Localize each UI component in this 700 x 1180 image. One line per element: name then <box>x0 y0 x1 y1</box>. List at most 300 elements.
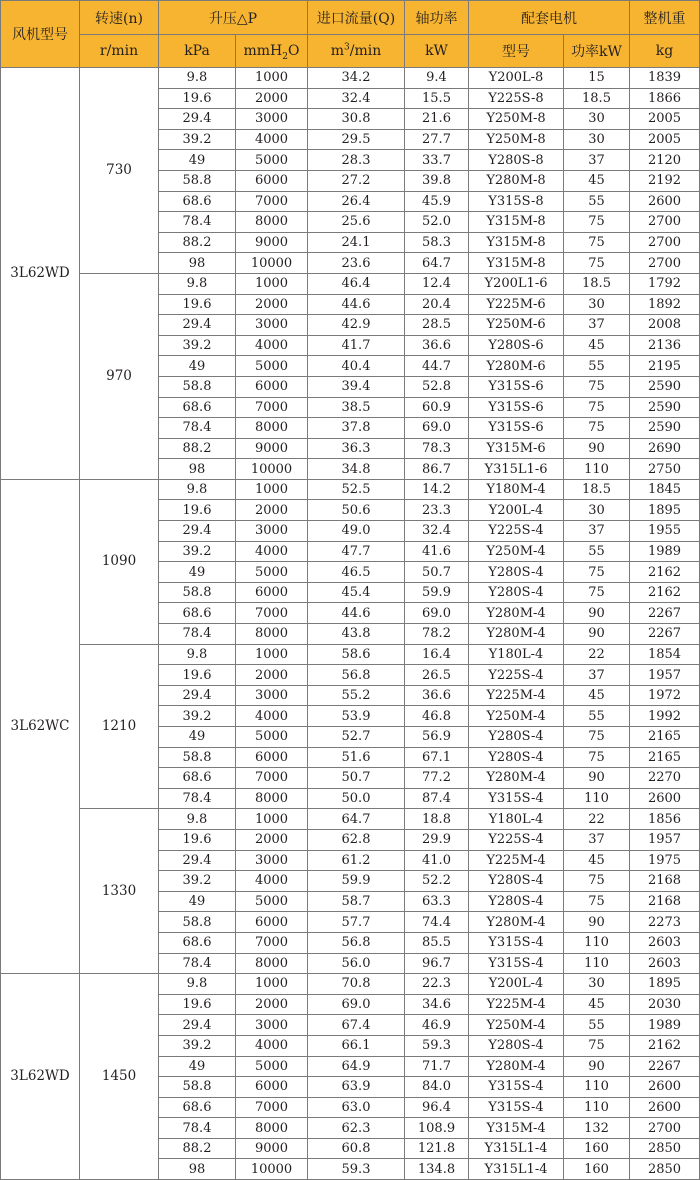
pressure-mmh2o-cell: 5000 <box>236 150 308 171</box>
flow-cell: 59.9 <box>308 871 405 892</box>
motor-type-cell: Y280S-4 <box>469 1035 564 1056</box>
pressure-kpa-cell: 49 <box>159 150 236 171</box>
weight-cell: 2270 <box>630 768 700 789</box>
motor-type-cell: Y280M-6 <box>469 356 564 377</box>
header-weight: 整机重 <box>630 1 700 35</box>
motor-type-cell: Y315L1-4 <box>469 1138 564 1159</box>
pressure-kpa-cell: 68.6 <box>159 603 236 624</box>
weight-cell: 2162 <box>630 1035 700 1056</box>
pressure-kpa-cell: 9.8 <box>159 644 236 665</box>
weight-cell: 2590 <box>630 418 700 439</box>
table-row <box>1 68 700 89</box>
weight-cell: 1989 <box>630 541 700 562</box>
pressure-kpa-cell: 19.6 <box>159 500 236 521</box>
pressure-mmh2o-cell: 7000 <box>236 397 308 418</box>
weight-cell: 1895 <box>630 974 700 995</box>
weight-cell: 2850 <box>630 1138 700 1159</box>
weight-cell: 2168 <box>630 871 700 892</box>
flow-cell: 50.6 <box>308 500 405 521</box>
pressure-mmh2o-cell: 3000 <box>236 521 308 542</box>
flow-cell: 32.4 <box>308 88 405 109</box>
motor-power-cell: 37 <box>564 665 630 686</box>
motor-type-cell: Y280M-8 <box>469 170 564 191</box>
unit-shaft-power: kW <box>405 35 469 68</box>
speed-cell: 1210 <box>80 644 159 809</box>
shaft-power-cell: 78.3 <box>405 438 469 459</box>
weight-cell: 1992 <box>630 706 700 727</box>
shaft-power-cell: 86.7 <box>405 459 469 480</box>
weight-cell: 1866 <box>630 88 700 109</box>
pressure-kpa-cell: 29.4 <box>159 1015 236 1036</box>
pressure-kpa-cell: 49 <box>159 356 236 377</box>
pressure-kpa-cell: 68.6 <box>159 397 236 418</box>
motor-type-cell: Y315S-4 <box>469 1077 564 1098</box>
motor-power-cell: 18.5 <box>564 88 630 109</box>
motor-type-cell: Y315M-8 <box>469 212 564 233</box>
motor-type-cell: Y280S-4 <box>469 891 564 912</box>
shaft-power-cell: 87.4 <box>405 788 469 809</box>
weight-cell: 1892 <box>630 294 700 315</box>
motor-type-cell: Y250M-4 <box>469 1015 564 1036</box>
motor-type-cell: Y280M-4 <box>469 603 564 624</box>
weight-cell: 2590 <box>630 376 700 397</box>
weight-cell: 2162 <box>630 562 700 583</box>
flow-cell: 23.6 <box>308 253 405 274</box>
flow-cell: 66.1 <box>308 1035 405 1056</box>
motor-power-cell: 75 <box>564 747 630 768</box>
unit-motor-power: 功率kW <box>564 35 630 68</box>
pressure-mmh2o-cell: 6000 <box>236 747 308 768</box>
pressure-mmh2o-cell: 3000 <box>236 850 308 871</box>
motor-power-cell: 110 <box>564 459 630 480</box>
motor-type-cell: Y315S-4 <box>469 1097 564 1118</box>
shaft-power-cell: 56.9 <box>405 727 469 748</box>
weight-cell: 1955 <box>630 521 700 542</box>
flow-cell: 40.4 <box>308 356 405 377</box>
pressure-kpa-cell: 58.8 <box>159 747 236 768</box>
motor-type-cell: Y280S-4 <box>469 871 564 892</box>
pressure-mmh2o-cell: 1000 <box>236 809 308 830</box>
flow-cell: 44.6 <box>308 294 405 315</box>
motor-type-cell: Y250M-4 <box>469 706 564 727</box>
model-cell: 3L62WC <box>1 479 80 973</box>
motor-power-cell: 30 <box>564 500 630 521</box>
motor-power-cell: 90 <box>564 438 630 459</box>
motor-power-cell: 75 <box>564 727 630 748</box>
pressure-kpa-cell: 98 <box>159 459 236 480</box>
motor-power-cell: 110 <box>564 953 630 974</box>
motor-power-cell: 45 <box>564 685 630 706</box>
shaft-power-cell: 32.4 <box>405 521 469 542</box>
shaft-power-cell: 39.8 <box>405 170 469 191</box>
motor-power-cell: 55 <box>564 356 630 377</box>
motor-power-cell: 90 <box>564 1056 630 1077</box>
flow-cell: 34.2 <box>308 68 405 89</box>
motor-type-cell: Y250M-8 <box>469 129 564 150</box>
pressure-kpa-cell: 58.8 <box>159 912 236 933</box>
pressure-kpa-cell: 9.8 <box>159 68 236 89</box>
shaft-power-cell: 28.5 <box>405 315 469 336</box>
motor-type-cell: Y280S-8 <box>469 150 564 171</box>
speed-cell: 1090 <box>80 479 159 644</box>
flow-cell: 64.7 <box>308 809 405 830</box>
pressure-mmh2o-cell: 5000 <box>236 891 308 912</box>
motor-type-cell: Y315S-8 <box>469 191 564 212</box>
flow-cell: 56.0 <box>308 953 405 974</box>
table-body <box>1 68 700 1180</box>
pressure-mmh2o-cell: 4000 <box>236 1035 308 1056</box>
pressure-mmh2o-cell: 2000 <box>236 665 308 686</box>
motor-type-cell: Y225S-4 <box>469 521 564 542</box>
weight-cell: 2750 <box>630 459 700 480</box>
pressure-mmh2o-cell: 6000 <box>236 1077 308 1098</box>
pressure-kpa-cell: 39.2 <box>159 335 236 356</box>
shaft-power-cell: 96.7 <box>405 953 469 974</box>
motor-type-cell: Y315L1-6 <box>469 459 564 480</box>
pressure-kpa-cell: 49 <box>159 727 236 748</box>
motor-type-cell: Y225S-4 <box>469 665 564 686</box>
flow-cell: 63.9 <box>308 1077 405 1098</box>
motor-type-cell: Y225M-4 <box>469 850 564 871</box>
motor-power-cell: 30 <box>564 129 630 150</box>
pressure-kpa-cell: 29.4 <box>159 850 236 871</box>
flow-cell: 61.2 <box>308 850 405 871</box>
weight-cell: 2600 <box>630 1097 700 1118</box>
flow-cell: 30.8 <box>308 109 405 130</box>
shaft-power-cell: 29.9 <box>405 829 469 850</box>
weight-cell: 1957 <box>630 665 700 686</box>
pressure-mmh2o-cell: 7000 <box>236 191 308 212</box>
pressure-mmh2o-cell: 7000 <box>236 603 308 624</box>
pressure-kpa-cell: 78.4 <box>159 624 236 645</box>
flow-cell: 37.8 <box>308 418 405 439</box>
pressure-mmh2o-cell: 8000 <box>236 624 308 645</box>
weight-cell: 2165 <box>630 727 700 748</box>
unit-mmh2o-pre: mmH <box>243 43 283 59</box>
motor-power-cell: 160 <box>564 1138 630 1159</box>
motor-type-cell: Y315L1-4 <box>469 1159 564 1180</box>
shaft-power-cell: 63.3 <box>405 891 469 912</box>
motor-power-cell: 37 <box>564 521 630 542</box>
motor-power-cell: 132 <box>564 1118 630 1139</box>
motor-power-cell: 75 <box>564 397 630 418</box>
shaft-power-cell: 22.3 <box>405 974 469 995</box>
shaft-power-cell: 41.6 <box>405 541 469 562</box>
flow-cell: 69.0 <box>308 994 405 1015</box>
motor-power-cell: 110 <box>564 1077 630 1098</box>
shaft-power-cell: 34.6 <box>405 994 469 1015</box>
header-motor: 配套电机 <box>469 1 630 35</box>
weight-cell: 2195 <box>630 356 700 377</box>
shaft-power-cell: 134.8 <box>405 1159 469 1180</box>
pressure-mmh2o-cell: 9000 <box>236 438 308 459</box>
weight-cell: 1854 <box>630 644 700 665</box>
table-row <box>1 479 700 500</box>
motor-type-cell: Y200L-4 <box>469 500 564 521</box>
flow-cell: 24.1 <box>308 232 405 253</box>
shaft-power-cell: 78.2 <box>405 624 469 645</box>
motor-power-cell: 75 <box>564 1035 630 1056</box>
pressure-mmh2o-cell: 8000 <box>236 953 308 974</box>
speed-cell: 730 <box>80 68 159 274</box>
shaft-power-cell: 52.8 <box>405 376 469 397</box>
weight-cell: 2192 <box>630 170 700 191</box>
flow-cell: 52.7 <box>308 727 405 748</box>
flow-cell: 28.3 <box>308 150 405 171</box>
pressure-kpa-cell: 68.6 <box>159 768 236 789</box>
motor-power-cell: 55 <box>564 706 630 727</box>
flow-cell: 34.8 <box>308 459 405 480</box>
unit-mmh2o-sub: 2 <box>282 51 288 62</box>
pressure-mmh2o-cell: 1000 <box>236 974 308 995</box>
flow-cell: 42.9 <box>308 315 405 336</box>
flow-cell: 53.9 <box>308 706 405 727</box>
shaft-power-cell: 46.9 <box>405 1015 469 1036</box>
pressure-kpa-cell: 9.8 <box>159 479 236 500</box>
pressure-mmh2o-cell: 5000 <box>236 562 308 583</box>
unit-flow <box>308 35 405 68</box>
weight-cell: 2603 <box>630 932 700 953</box>
pressure-mmh2o-cell: 3000 <box>236 109 308 130</box>
flow-cell: 64.9 <box>308 1056 405 1077</box>
flow-cell: 49.0 <box>308 521 405 542</box>
shaft-power-cell: 59.9 <box>405 582 469 603</box>
pressure-mmh2o-cell: 10000 <box>236 459 308 480</box>
pressure-mmh2o-cell: 4000 <box>236 706 308 727</box>
motor-type-cell: Y280M-4 <box>469 912 564 933</box>
flow-cell: 43.8 <box>308 624 405 645</box>
motor-type-cell: Y315M-8 <box>469 253 564 274</box>
pressure-mmh2o-cell: 7000 <box>236 768 308 789</box>
speed-cell: 970 <box>80 273 159 479</box>
shaft-power-cell: 36.6 <box>405 335 469 356</box>
motor-power-cell: 37 <box>564 315 630 336</box>
pressure-kpa-cell: 88.2 <box>159 232 236 253</box>
header-flow: 进口流量(Q) <box>308 1 405 35</box>
pressure-kpa-cell: 19.6 <box>159 294 236 315</box>
motor-power-cell: 45 <box>564 335 630 356</box>
motor-type-cell: Y315S-6 <box>469 418 564 439</box>
weight-cell: 2162 <box>630 582 700 603</box>
pressure-kpa-cell: 78.4 <box>159 1118 236 1139</box>
shaft-power-cell: 59.3 <box>405 1035 469 1056</box>
motor-type-cell: Y250M-6 <box>469 315 564 336</box>
shaft-power-cell: 20.4 <box>405 294 469 315</box>
pressure-kpa-cell: 98 <box>159 1159 236 1180</box>
weight-cell: 1839 <box>630 68 700 89</box>
motor-type-cell: Y280M-4 <box>469 1056 564 1077</box>
shaft-power-cell: 46.8 <box>405 706 469 727</box>
weight-cell: 2850 <box>630 1159 700 1180</box>
pressure-mmh2o-cell: 7000 <box>236 932 308 953</box>
flow-cell: 56.8 <box>308 665 405 686</box>
motor-power-cell: 75 <box>564 376 630 397</box>
motor-type-cell: Y225M-4 <box>469 994 564 1015</box>
weight-cell: 2136 <box>630 335 700 356</box>
motor-type-cell: Y225S-8 <box>469 88 564 109</box>
pressure-mmh2o-cell: 3000 <box>236 315 308 336</box>
pressure-kpa-cell: 19.6 <box>159 994 236 1015</box>
pressure-kpa-cell: 78.4 <box>159 212 236 233</box>
motor-type-cell: Y250M-4 <box>469 541 564 562</box>
motor-type-cell: Y180L-4 <box>469 644 564 665</box>
motor-power-cell: 75 <box>564 232 630 253</box>
weight-cell: 2005 <box>630 129 700 150</box>
motor-type-cell: Y280M-4 <box>469 624 564 645</box>
shaft-power-cell: 45.9 <box>405 191 469 212</box>
speed-cell: 1330 <box>80 809 159 974</box>
motor-power-cell: 75 <box>564 562 630 583</box>
pressure-kpa-cell: 29.4 <box>159 685 236 706</box>
shaft-power-cell: 69.0 <box>405 603 469 624</box>
weight-cell: 2120 <box>630 150 700 171</box>
weight-cell: 2273 <box>630 912 700 933</box>
pressure-kpa-cell: 29.4 <box>159 521 236 542</box>
weight-cell: 2165 <box>630 747 700 768</box>
weight-cell: 1972 <box>630 685 700 706</box>
weight-cell: 1895 <box>630 500 700 521</box>
pressure-kpa-cell: 98 <box>159 253 236 274</box>
pressure-mmh2o-cell: 2000 <box>236 294 308 315</box>
pressure-kpa-cell: 19.6 <box>159 829 236 850</box>
shaft-power-cell: 52.2 <box>405 871 469 892</box>
pressure-kpa-cell: 58.8 <box>159 1077 236 1098</box>
motor-type-cell: Y315M-4 <box>469 1118 564 1139</box>
unit-weight: kg <box>630 35 700 68</box>
shaft-power-cell: 50.7 <box>405 562 469 583</box>
pressure-kpa-cell: 9.8 <box>159 974 236 995</box>
weight-cell: 1845 <box>630 479 700 500</box>
unit-mmh2o-post: O <box>288 43 300 59</box>
pressure-kpa-cell: 58.8 <box>159 376 236 397</box>
weight-cell: 2600 <box>630 1077 700 1098</box>
motor-power-cell: 90 <box>564 624 630 645</box>
flow-cell: 51.6 <box>308 747 405 768</box>
weight-cell: 2030 <box>630 994 700 1015</box>
motor-type-cell: Y250M-8 <box>469 109 564 130</box>
motor-type-cell: Y180M-4 <box>469 479 564 500</box>
weight-cell: 1792 <box>630 273 700 294</box>
motor-type-cell: Y200L-4 <box>469 974 564 995</box>
motor-power-cell: 90 <box>564 768 630 789</box>
shaft-power-cell: 64.7 <box>405 253 469 274</box>
motor-type-cell: Y315M-8 <box>469 232 564 253</box>
flow-cell: 59.3 <box>308 1159 405 1180</box>
weight-cell: 2700 <box>630 1118 700 1139</box>
flow-cell: 41.7 <box>308 335 405 356</box>
weight-cell: 2267 <box>630 603 700 624</box>
motor-type-cell: Y280S-4 <box>469 747 564 768</box>
pressure-kpa-cell: 49 <box>159 1056 236 1077</box>
motor-power-cell: 90 <box>564 912 630 933</box>
pressure-kpa-cell: 78.4 <box>159 953 236 974</box>
motor-type-cell: Y315S-4 <box>469 953 564 974</box>
pressure-mmh2o-cell: 8000 <box>236 418 308 439</box>
pressure-mmh2o-cell: 6000 <box>236 376 308 397</box>
shaft-power-cell: 69.0 <box>405 418 469 439</box>
shaft-power-cell: 108.9 <box>405 1118 469 1139</box>
motor-power-cell: 55 <box>564 1015 630 1036</box>
pressure-mmh2o-cell: 2000 <box>236 500 308 521</box>
motor-power-cell: 55 <box>564 541 630 562</box>
shaft-power-cell: 15.5 <box>405 88 469 109</box>
motor-type-cell: Y280M-4 <box>469 768 564 789</box>
speed-cell: 1450 <box>80 974 159 1180</box>
weight-cell: 2267 <box>630 1056 700 1077</box>
flow-cell: 39.4 <box>308 376 405 397</box>
pressure-mmh2o-cell: 3000 <box>236 685 308 706</box>
header-model: 风机型号 <box>1 1 80 68</box>
shaft-power-cell: 52.0 <box>405 212 469 233</box>
shaft-power-cell: 14.2 <box>405 479 469 500</box>
flow-cell: 50.7 <box>308 768 405 789</box>
shaft-power-cell: 77.2 <box>405 768 469 789</box>
motor-power-cell: 22 <box>564 644 630 665</box>
pressure-kpa-cell: 29.4 <box>159 109 236 130</box>
shaft-power-cell: 23.3 <box>405 500 469 521</box>
unit-flow-sup: 3 <box>344 42 350 53</box>
header-row-titles <box>1 1 700 35</box>
flow-cell: 63.0 <box>308 1097 405 1118</box>
motor-power-cell: 90 <box>564 603 630 624</box>
flow-cell: 58.7 <box>308 891 405 912</box>
pressure-mmh2o-cell: 5000 <box>236 1056 308 1077</box>
flow-cell: 44.6 <box>308 603 405 624</box>
motor-power-cell: 75 <box>564 891 630 912</box>
pressure-mmh2o-cell: 4000 <box>236 871 308 892</box>
pressure-mmh2o-cell: 7000 <box>236 1097 308 1118</box>
pressure-mmh2o-cell: 1000 <box>236 644 308 665</box>
pressure-mmh2o-cell: 1000 <box>236 479 308 500</box>
flow-cell: 67.4 <box>308 1015 405 1036</box>
shaft-power-cell: 21.6 <box>405 109 469 130</box>
pressure-mmh2o-cell: 1000 <box>236 273 308 294</box>
shaft-power-cell: 16.4 <box>405 644 469 665</box>
header-shaft-power: 轴功率 <box>405 1 469 35</box>
pressure-kpa-cell: 58.8 <box>159 582 236 603</box>
flow-cell: 38.5 <box>308 397 405 418</box>
motor-power-cell: 75 <box>564 871 630 892</box>
weight-cell: 2168 <box>630 891 700 912</box>
motor-power-cell: 75 <box>564 582 630 603</box>
weight-cell: 2603 <box>630 953 700 974</box>
flow-cell: 26.4 <box>308 191 405 212</box>
motor-type-cell: Y315S-4 <box>469 788 564 809</box>
unit-kpa: kPa <box>159 35 236 68</box>
weight-cell: 2600 <box>630 191 700 212</box>
motor-power-cell: 75 <box>564 418 630 439</box>
weight-cell: 2690 <box>630 438 700 459</box>
weight-cell: 2600 <box>630 788 700 809</box>
pressure-kpa-cell: 49 <box>159 562 236 583</box>
shaft-power-cell: 18.8 <box>405 809 469 830</box>
table-row <box>1 809 700 830</box>
flow-cell: 46.4 <box>308 273 405 294</box>
pressure-mmh2o-cell: 8000 <box>236 212 308 233</box>
flow-cell: 25.6 <box>308 212 405 233</box>
pressure-mmh2o-cell: 4000 <box>236 129 308 150</box>
pressure-mmh2o-cell: 4000 <box>236 335 308 356</box>
motor-power-cell: 75 <box>564 253 630 274</box>
motor-type-cell: Y225S-4 <box>469 829 564 850</box>
shaft-power-cell: 121.8 <box>405 1138 469 1159</box>
pressure-mmh2o-cell: 1000 <box>236 68 308 89</box>
pressure-kpa-cell: 68.6 <box>159 191 236 212</box>
pressure-kpa-cell: 39.2 <box>159 871 236 892</box>
flow-cell: 45.4 <box>308 582 405 603</box>
shaft-power-cell: 85.5 <box>405 932 469 953</box>
motor-power-cell: 18.5 <box>564 479 630 500</box>
